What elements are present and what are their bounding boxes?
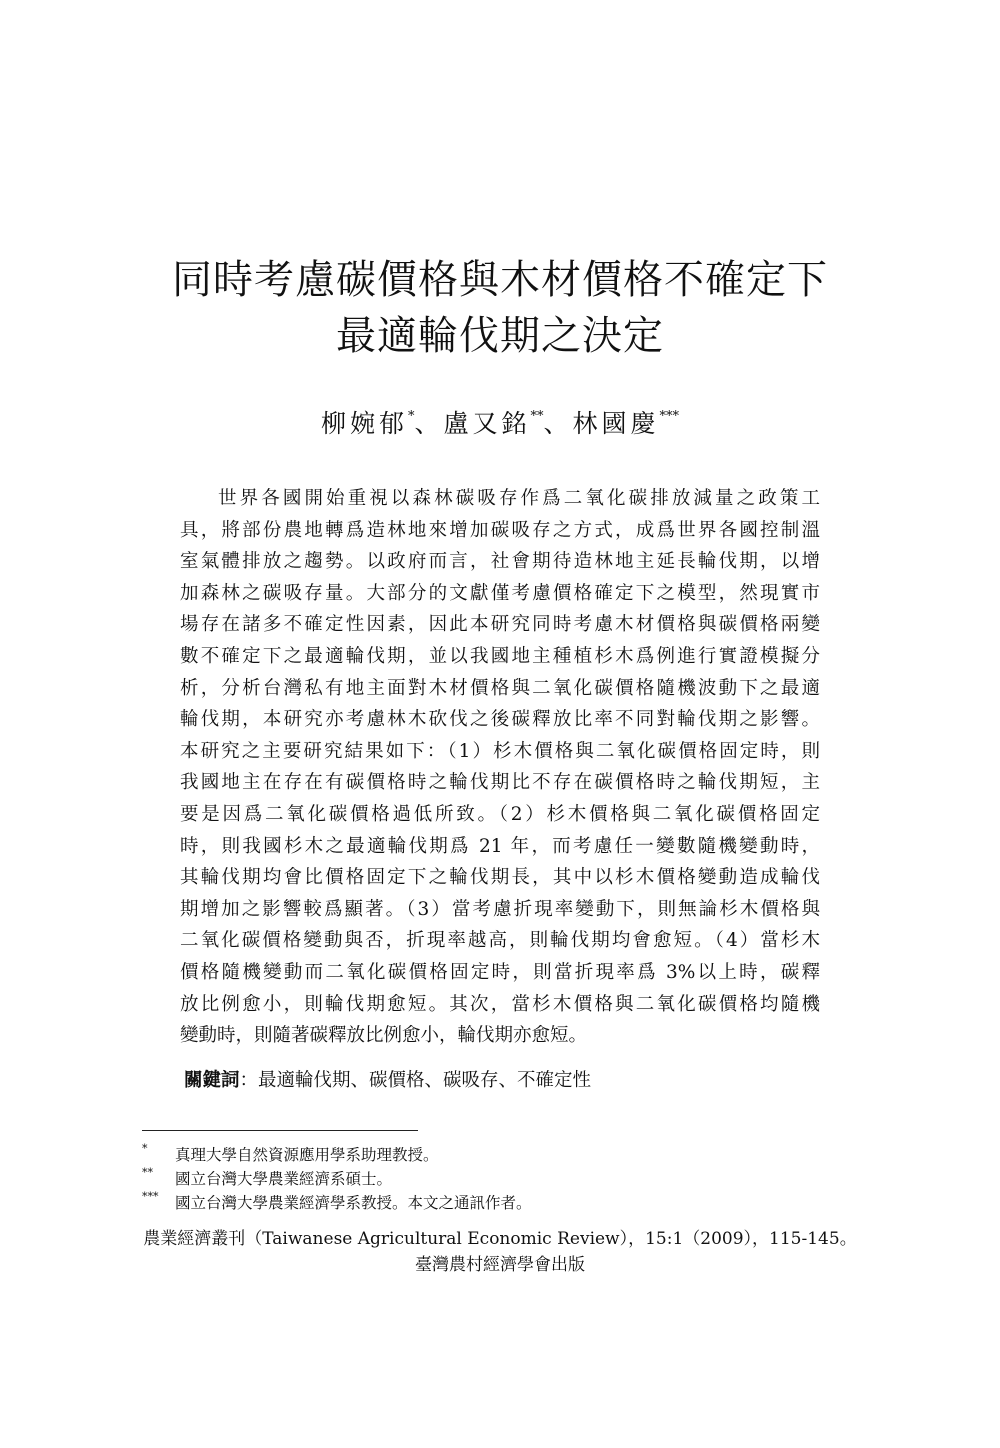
abstract-line: 要是因爲二氧化碳價格過低所致。（2）杉木價格與二氧化碳價格固定 bbox=[180, 803, 820, 825]
author-name: 林國慶 bbox=[572, 409, 660, 438]
footnote bbox=[142, 1191, 532, 1215]
author-footnote-mark: ** bbox=[530, 409, 544, 424]
abstract-line: 加森林之碳吸存量。大部分的文獻僅考慮價格確定下之模型，然現實市 bbox=[180, 582, 820, 604]
abstract-line: 具，將部份農地轉爲造林地來增加碳吸存之方式，成爲世界各國控制溫 bbox=[180, 519, 820, 541]
abstract-line: 本研究之主要研究結果如下：（1）杉木價格與二氧化碳價格固定時，則 bbox=[180, 740, 820, 762]
abstract-line: 數不確定下之最適輪伐期，並以我國地主種植杉木爲例進行實證模擬分 bbox=[180, 645, 820, 667]
author-name: 柳婉郁 bbox=[320, 409, 408, 438]
abstract-line: 放比例愈小，則輪伐期愈短。其次，當杉木價格與二氧化碳價格均隨機 bbox=[180, 993, 820, 1015]
footnote-text: 國立台灣大學農業經濟學系教授。本文之通訊作者。 bbox=[175, 1194, 532, 1212]
footnote-mark: * bbox=[142, 1142, 148, 1155]
journal-citation: 農業經濟叢刊（Taiwanese Agricultural Economic Review），15:1（2009），115-145。 bbox=[143, 1229, 857, 1249]
author-name: 盧又銘 bbox=[443, 409, 531, 438]
author-list bbox=[0, 404, 1000, 440]
abstract-line: 世界各國開始重視以森林碳吸存作爲二氧化碳排放減量之政策工 bbox=[218, 488, 820, 509]
author-footnote-mark: * bbox=[407, 409, 415, 424]
abstract-line: 期增加之影響較爲顯著。（3）當考慮折現率變動下，則無論杉木價格與 bbox=[180, 898, 820, 920]
abstract-line: 我國地主在存在有碳價格時之輪伐期比不存在碳價格時之輪伐期短，主 bbox=[180, 772, 820, 794]
footnotes bbox=[142, 1143, 532, 1215]
abstract-line: 二氧化碳價格變動與否，折現率越高，則輪伐期均會愈短。（4）當杉木 bbox=[180, 930, 820, 952]
keywords-label: 關鍵詞 bbox=[184, 1070, 240, 1091]
abstract-line: 室氣體排放之趨勢。以政府而言，社會期待造林地主延長輪伐期，以增 bbox=[180, 551, 820, 573]
footnote-mark: *** bbox=[142, 1190, 159, 1203]
author-separator: 、 bbox=[414, 409, 444, 438]
abstract-line: 其輪伐期均會比價格固定下之輪伐期長，其中以杉木價格變動造成輪伐 bbox=[180, 867, 820, 889]
footnote-divider bbox=[142, 1130, 418, 1131]
abstract-line: 析，分析台灣私有地主面對木材價格與二氧化碳價格隨機波動下之最適 bbox=[180, 677, 820, 699]
footnote bbox=[142, 1167, 532, 1191]
abstract bbox=[180, 483, 820, 1052]
abstract-line: 時，則我國杉木之最適輪伐期爲 21 年，而考慮任一變數隨機變動時， bbox=[180, 835, 820, 857]
footnote-text: 國立台灣大學農業經濟系碩士。 bbox=[175, 1170, 393, 1188]
keywords-text: 最適輪伐期、碳價格、碳吸存、不確定性 bbox=[258, 1070, 592, 1091]
footnote-text: 真理大學自然資源應用學系助理教授。 bbox=[175, 1146, 439, 1164]
author-separator: 、 bbox=[543, 409, 573, 438]
abstract-line: 變動時，則隨著碳釋放比例愈小，輪伐期亦愈短。 bbox=[180, 1025, 588, 1047]
author-footnote-mark: *** bbox=[659, 409, 680, 424]
paper-title bbox=[0, 252, 1000, 364]
abstract-line: 場存在諸多不確定性因素，因此本研究同時考慮木材價格與碳價格兩變 bbox=[180, 614, 820, 636]
keywords-separator: ： bbox=[239, 1070, 259, 1091]
abstract-line: 輪伐期，本研究亦考慮林木砍伐之後碳釋放比率不同對輪伐期之影響。 bbox=[180, 709, 820, 731]
footnote-mark: ** bbox=[142, 1166, 153, 1179]
title-line-2: 最適輪伐期之決定 bbox=[336, 313, 664, 359]
publisher-line: 臺灣農村經濟學會出版 bbox=[415, 1255, 585, 1275]
title-line-1: 同時考慮碳價格與木材價格不確定下 bbox=[172, 257, 828, 303]
footnote bbox=[142, 1143, 532, 1167]
abstract-line: 價格隨機變動而二氧化碳價格固定時，則當折現率爲 3%以上時，碳釋 bbox=[180, 961, 820, 983]
keywords bbox=[184, 1066, 591, 1092]
